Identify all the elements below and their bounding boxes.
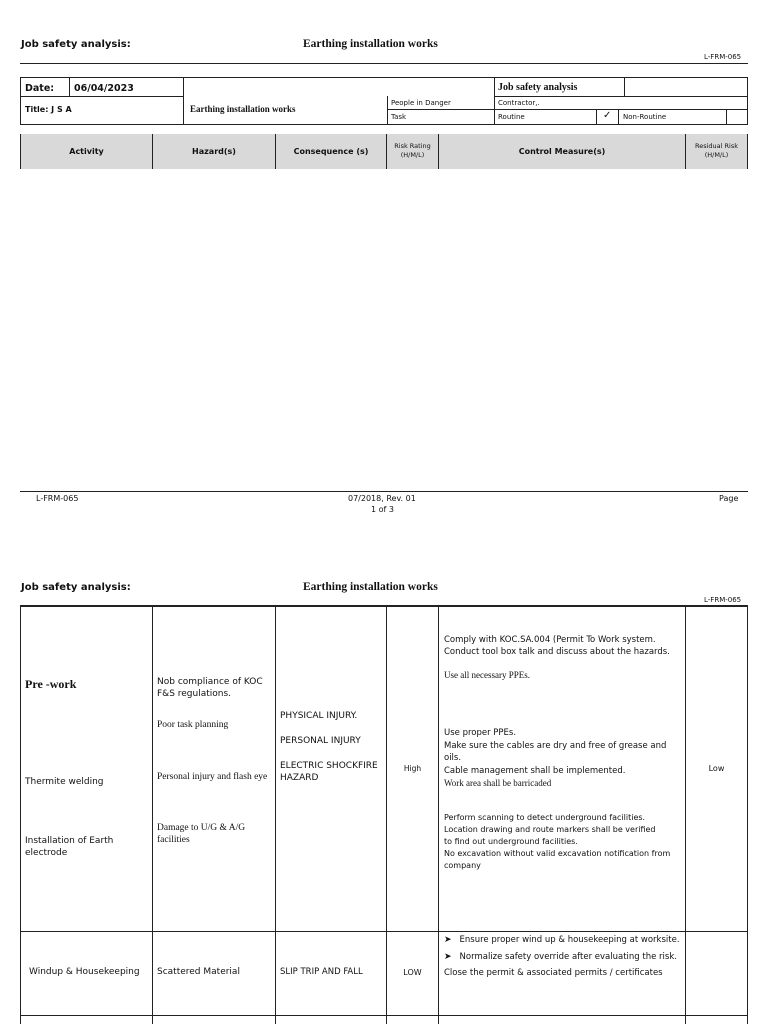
footer-page-label: Page — [719, 494, 739, 503]
col-residual: Residual Risk (H/M/L) — [686, 134, 747, 169]
control-wind-up: Ensure proper wind up & housekeeping at worksite. — [459, 935, 680, 945]
col-hazard: Hazard(s) — [153, 134, 276, 169]
people-label: People in Danger — [391, 99, 451, 107]
col-control: Control Measure(s) — [439, 134, 686, 169]
control-scanning: Perform scanning to detect underground facilities. — [444, 813, 646, 822]
consequence-slip-trip-fall: SLIP TRIP AND FALL — [280, 967, 363, 977]
people-value: Contractor,. — [498, 99, 540, 107]
title-value: Earthing installation works — [190, 104, 296, 114]
control-location-drawing: Location drawing and route markers shall be verified — [444, 825, 656, 834]
hazard-poor-planning: Poor task planning — [157, 720, 229, 730]
task-routine: Routine — [498, 113, 525, 121]
list-item — [444, 935, 680, 946]
arrow-bullet-icon: ➤ — [444, 935, 452, 945]
col-activity: Activity — [21, 134, 153, 169]
page2-header-title: Earthing installation works — [303, 581, 438, 593]
date-label: Date: — [25, 83, 55, 94]
control-cable-management: Cable management shall be implemented. — [444, 766, 626, 776]
footer-page-of: 1 of 3 — [371, 505, 394, 514]
consequence-electric-shock: ELECTRIC SHOCKFIRE HAZARD — [280, 761, 378, 783]
risk-rating-high: High — [403, 764, 422, 773]
col-risk-rating: Risk Rating (H/M/L) — [387, 134, 439, 169]
control-cables-dry: Make sure the cables are dry and free of grease and oils. — [444, 741, 667, 763]
consequence-personal-injury: PERSONAL INJURY — [280, 736, 361, 746]
jsa-label: Job safety analysis — [498, 82, 578, 93]
activity-earth-electrode: Installation of Earth electrode — [25, 836, 114, 858]
page1-footer-rule — [20, 491, 748, 492]
control-list-windup — [444, 935, 680, 979]
control-toolbox-talk: Conduct tool box talk and discuss about the hazards. — [444, 647, 670, 657]
date-value: 06/04/2023 — [74, 83, 134, 94]
consequence-physical-injury: PHYSICAL INJURY. — [280, 711, 358, 721]
footer-revision: 07/2018, Rev. 01 — [348, 494, 416, 503]
risk-rating-low: LOW — [403, 968, 422, 977]
col-consequence: Consequence (s) — [276, 134, 387, 169]
control-permit: Comply with KOC.SA.004 (Permit To Work system. — [444, 635, 656, 645]
activity-pre-work: Pre -work — [25, 677, 77, 691]
arrow-bullet-icon: ➤ — [444, 952, 452, 962]
control-normalize-override: Normalize safety override after evaluating the risk. — [459, 952, 677, 962]
list-item — [444, 952, 680, 963]
check-icon: ✓ — [603, 110, 612, 121]
residual-risk-low: Low — [708, 764, 725, 773]
page1-header-rule — [20, 63, 748, 64]
control-route-markers: to find out underground facilities. — [444, 837, 578, 846]
footer-form-code: L-FRM-065 — [36, 494, 79, 503]
control-use-ppes: Use all necessary PPEs. — [444, 670, 530, 680]
hazard-flash-eye: Personal injury and flash eye — [157, 772, 268, 782]
page2-form-code: L-FRM-065 — [704, 596, 742, 604]
task-nonroutine: Non-Routine — [623, 113, 667, 121]
task-label: Task — [391, 113, 407, 121]
page1-header-left: Job safety analysis: — [21, 39, 131, 50]
control-barricade: Work area shall be barricaded — [444, 778, 552, 788]
control-excavation: No excavation without valid excavation notification from company — [444, 849, 671, 870]
hazard-facility-damage: Damage to U/G & A/G facilities — [157, 823, 246, 845]
activity-thermite-welding: Thermite welding — [25, 777, 104, 787]
page1-form-code: L-FRM-065 — [704, 53, 742, 61]
page2-header-left: Job safety analysis: — [21, 582, 131, 593]
control-proper-ppes: Use proper PPEs. — [444, 728, 517, 738]
activity-windup-housekeeping: Windup & Housekeeping — [29, 967, 140, 977]
control-close-permit: Close the permit & associated permits / certificates — [444, 968, 663, 978]
hazard-noncompliance: Nob compliance of KOC F&S regulations. — [157, 677, 263, 699]
hazard-scattered-material: Scattered Material — [157, 967, 240, 977]
title-label: Title: J S A — [25, 105, 72, 114]
page1-header-title: Earthing installation works — [303, 38, 438, 50]
